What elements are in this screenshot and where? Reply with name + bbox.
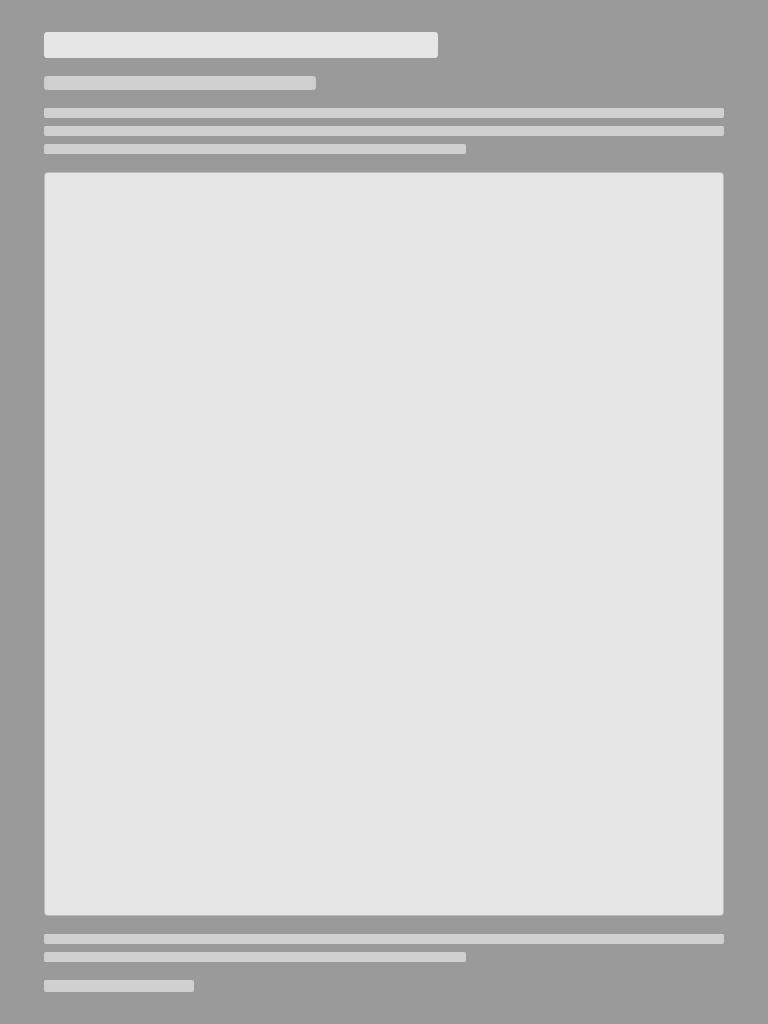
subtitle-placeholder <box>44 76 316 90</box>
figure-placeholder <box>44 172 724 916</box>
text-line-placeholder <box>44 144 466 154</box>
text-line-placeholder <box>44 126 724 136</box>
text-line-placeholder <box>44 108 724 118</box>
text-line-placeholder <box>44 952 466 962</box>
text-line-placeholder <box>44 934 724 944</box>
paragraph-placeholder <box>44 108 724 154</box>
paragraph-placeholder <box>44 934 724 962</box>
footer-placeholder <box>44 980 194 992</box>
title-placeholder <box>44 32 438 58</box>
